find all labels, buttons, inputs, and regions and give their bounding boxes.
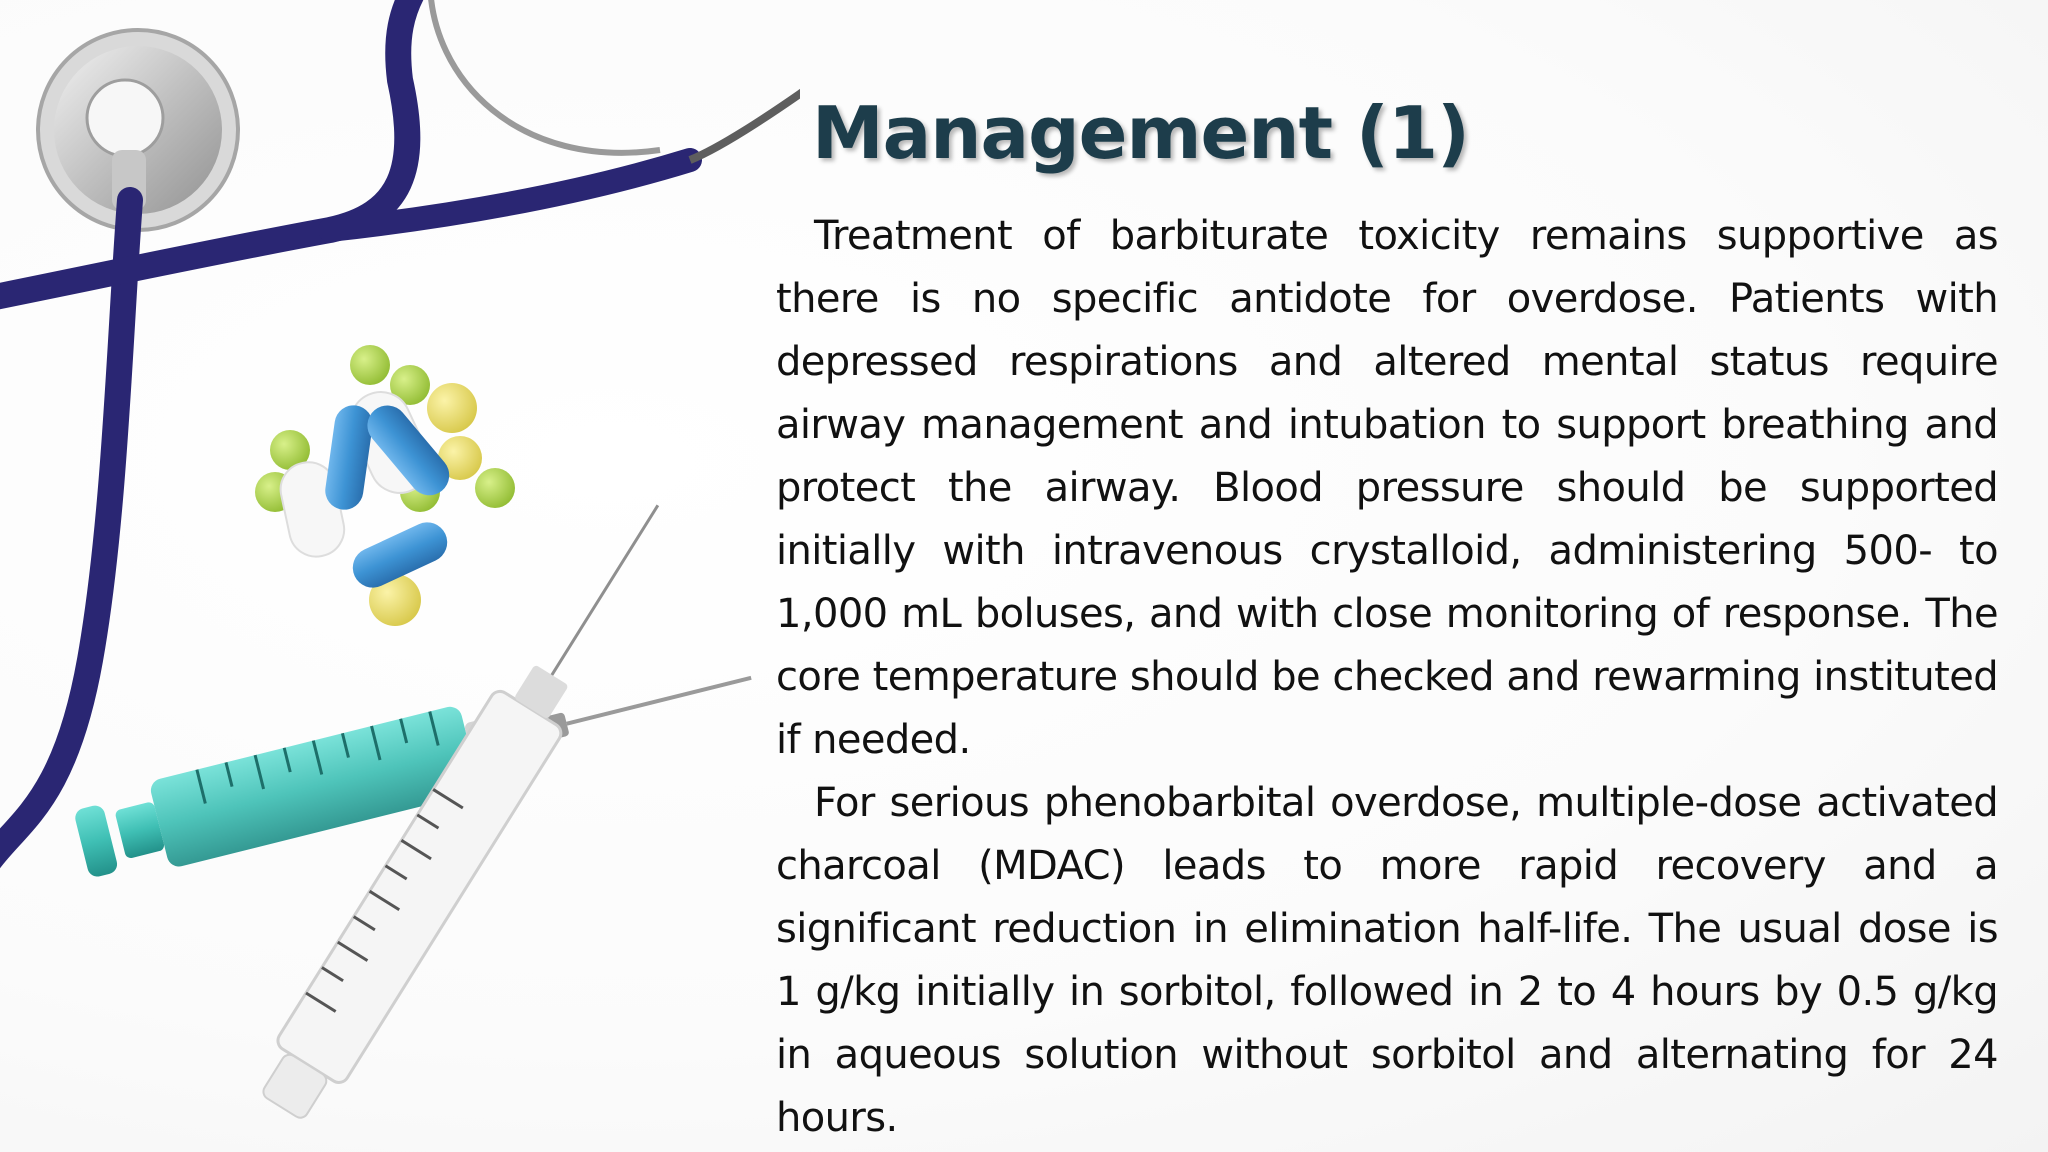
medical-illustration bbox=[0, 0, 800, 1152]
slide-title: Management (1) bbox=[812, 91, 1469, 175]
body-paragraph: For serious phenobarbital overdose, multiple-dose activated charcoal (MDAC) leads to more rapid recovery and a significant reduction in elimination half-life. The usual dose is 1 g/kg initially in sorbitol, followed in 2 to 4 hours by 0.5 g/kg in aqueous solution without sorbitol and alternating for 24 hours. bbox=[776, 780, 1998, 1141]
slide-body bbox=[776, 205, 1998, 1150]
pills-icon bbox=[255, 345, 515, 626]
body-paragraph: Treatment of barbiturate toxicity remains supportive as there is no specific antidote for overdose. Patients with depressed respirations and altered mental status require airway management and intubation to support breathing and protect the airway. Blood pressure should be supported initially with intravenous crystalloid, administering 500- to 1,000 mL boluses, and with close monitoring of response. The core temperature should be checked and rewarming instituted if needed. bbox=[776, 213, 1998, 763]
